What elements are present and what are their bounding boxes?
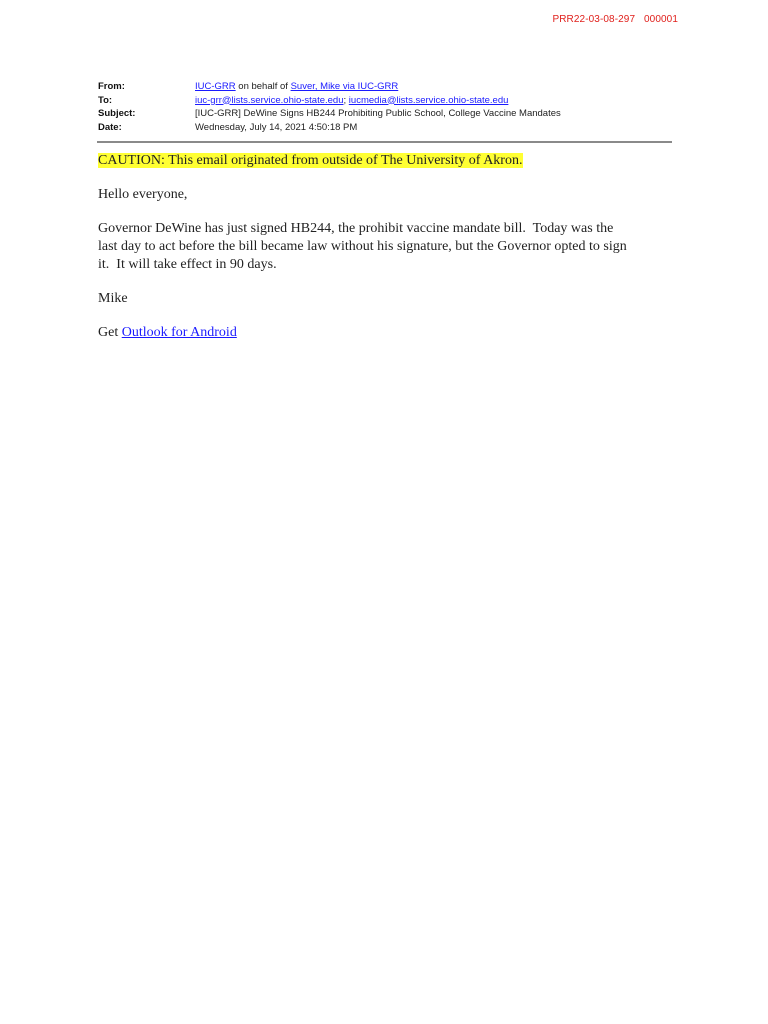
subject-label: Subject: xyxy=(98,108,136,119)
to-label: To: xyxy=(98,94,113,106)
email-body xyxy=(98,152,673,342)
to-row xyxy=(98,94,672,108)
from-sender-link[interactable]: IUC-GRR xyxy=(195,81,236,92)
get-outlook-line xyxy=(98,324,673,342)
get-prefix: Get xyxy=(98,325,122,340)
outlook-android-link[interactable]: Outlook for Android xyxy=(121,325,237,340)
from-value xyxy=(195,80,398,94)
bates-page-number: 000001 xyxy=(644,14,678,25)
greeting: Hello everyone, xyxy=(98,187,188,202)
from-onbehalf-link[interactable]: Suver, Mike via IUC-GRR xyxy=(290,81,399,92)
subject-row xyxy=(98,107,672,121)
bates-doc-id: PRR22-03-08-297 xyxy=(552,14,636,25)
header-divider xyxy=(97,141,672,143)
to-address-link-2[interactable]: iucmedia@lists.service.ohio-state.edu xyxy=(348,94,509,106)
from-row xyxy=(98,80,672,94)
caution-text: CAUTION: This email originated from outside of The University of Akron. xyxy=(98,153,523,168)
paragraph-line-2: last day to act before the bill became law without his signature, but the Governor opted to sign xyxy=(98,239,627,254)
date-value: Wednesday, July 14, 2021 4:50:18 PM xyxy=(195,121,358,133)
bates-stamp xyxy=(552,14,678,25)
caution-banner xyxy=(98,152,673,170)
body-paragraph xyxy=(98,220,673,274)
to-address-link-1[interactable]: iuc-grr@lists.service.ohio-state.edu xyxy=(195,94,344,106)
signature: Mike xyxy=(98,291,128,306)
to-separator: ; xyxy=(343,94,349,106)
paragraph-line-3: it. It will take effect in 90 days. xyxy=(98,257,277,272)
to-value xyxy=(195,94,508,108)
subject-value: [IUC-GRR] DeWine Signs HB244 Prohibiting Public School, College Vaccine Mandates xyxy=(195,108,561,119)
date-row xyxy=(98,121,672,135)
paragraph-line-1: Governor DeWine has just signed HB244, the prohibit vaccine mandate bill. Today was the xyxy=(98,221,614,236)
from-label: From: xyxy=(98,81,125,92)
date-label: Date: xyxy=(98,121,122,133)
email-header xyxy=(98,80,672,134)
from-onbehalf-text: on behalf of xyxy=(235,81,291,92)
